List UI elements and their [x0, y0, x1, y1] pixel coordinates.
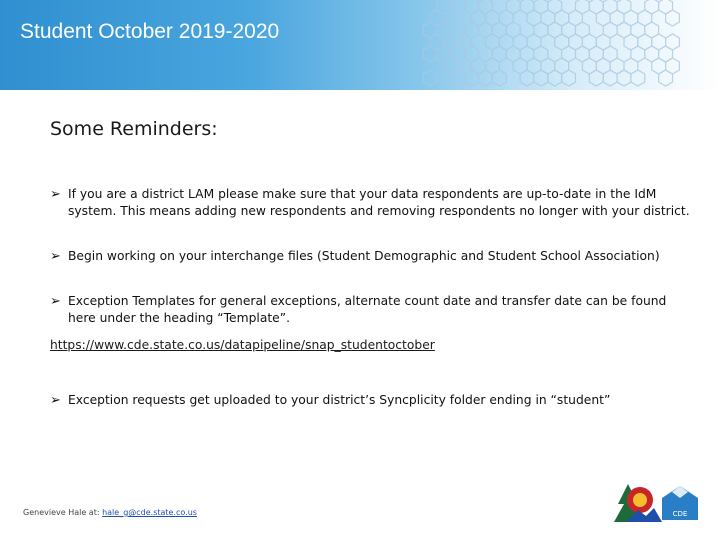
hexagon-icon — [645, 0, 659, 14]
hexagon-icon — [659, 70, 673, 86]
slide-title: Student October 2019-2020 — [20, 20, 280, 43]
list-item-text: Begin working on your interchange files (Student Demographic and Student School Association) — [68, 249, 660, 263]
list-item-text: Exception Templates for general exceptions, alternate count date and transfer date can be found here under the heading “Template”. — [68, 294, 667, 325]
footer-contact — [23, 508, 197, 517]
list-item-text: Exception requests get uploaded to your district’s Syncplicity folder ending in “student” — [68, 393, 611, 407]
cde-logo-icon — [662, 486, 698, 520]
hexagon-icon — [520, 0, 534, 14]
hexagon-icon — [492, 70, 506, 86]
hexagon-icon — [617, 70, 631, 86]
hexagon-icon — [479, 70, 493, 86]
arrow-bullet-icon: ➢ — [50, 393, 61, 408]
hexagon-icon — [631, 70, 645, 86]
cde-logo-text: CDE — [672, 510, 688, 518]
student-october-link[interactable]: https://www.cde.state.co.us/datapipeline/snap_studentoctober — [50, 338, 435, 352]
contact-email-link[interactable]: hale_g@cde.state.co.us — [102, 508, 197, 517]
hexagon-icon — [520, 70, 534, 86]
hexagon-icon — [451, 70, 465, 86]
section-heading: Some Reminders: — [50, 118, 218, 140]
hexagon-icon — [465, 70, 479, 86]
list-item — [50, 392, 690, 409]
list-item — [50, 248, 690, 265]
list-item — [50, 293, 690, 327]
arrow-bullet-icon: ➢ — [50, 294, 61, 309]
arrow-bullet-icon: ➢ — [50, 249, 61, 264]
hexagon-icon — [603, 70, 617, 86]
hexagon-icon — [534, 70, 548, 86]
hexagon-icon — [589, 70, 603, 86]
arrow-bullet-icon: ➢ — [50, 187, 61, 202]
hexagon-icon — [666, 10, 680, 26]
hexagon-pattern-icon — [0, 0, 720, 90]
hexagon-icon — [423, 70, 437, 86]
hexagon-icon — [548, 0, 562, 14]
hexagon-icon — [423, 46, 437, 62]
logos — [610, 478, 710, 528]
hexagon-icon — [562, 70, 576, 86]
hexagon-icon — [617, 0, 631, 14]
hexagon-icon — [576, 0, 590, 14]
colorado-state-logo-icon — [614, 484, 662, 522]
footer-prefix: Genevieve Hale at: — [23, 508, 103, 517]
hexagon-icon — [548, 70, 562, 86]
list-item-text: If you are a district LAM please make sure that your data respondents are up-to-date in the IdM system. This means adding new respondents and removing respondents no longer with your district. — [68, 187, 690, 218]
hexagon-icon — [437, 0, 451, 14]
list-item — [50, 186, 690, 220]
title-banner — [0, 0, 720, 90]
hexagon-icon — [451, 0, 465, 14]
